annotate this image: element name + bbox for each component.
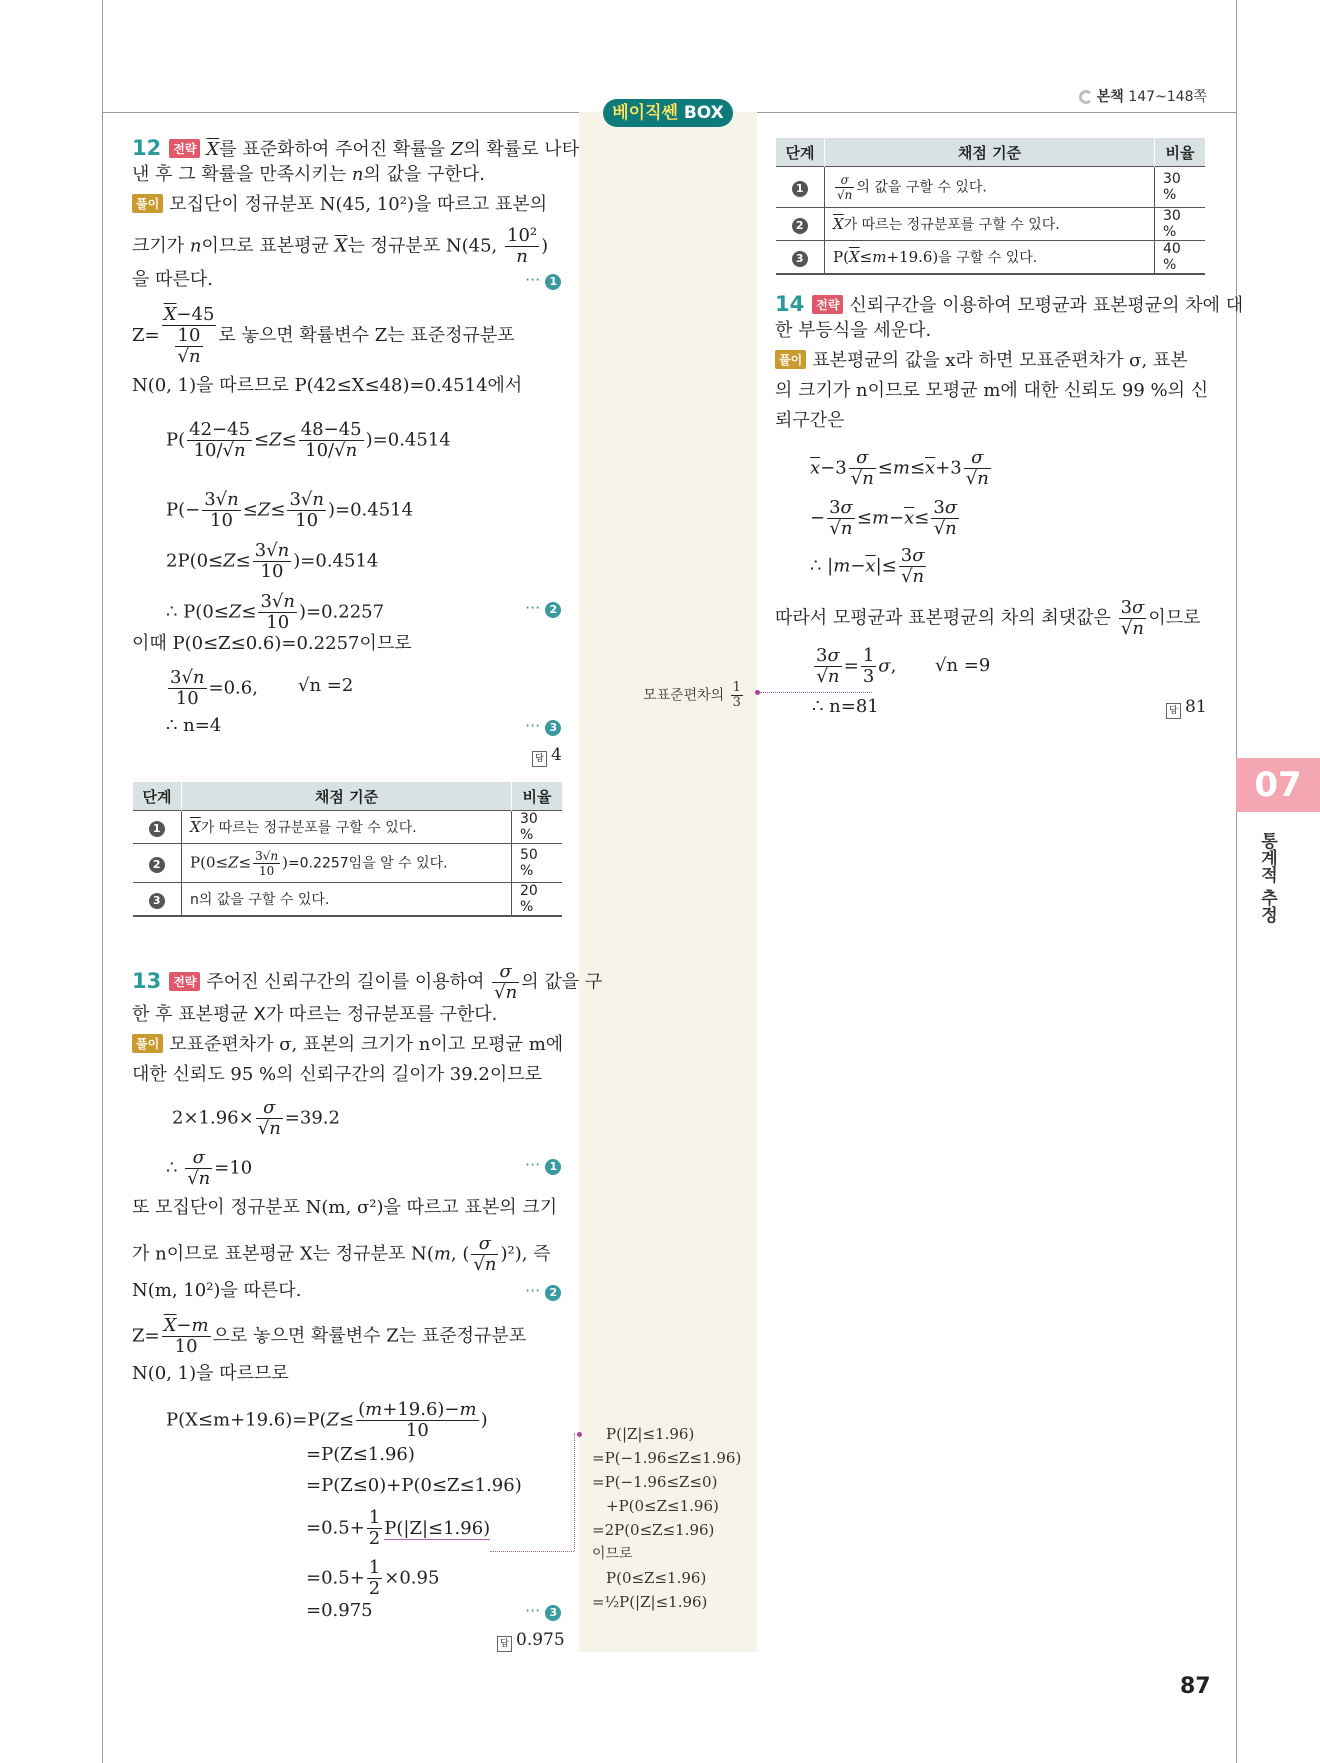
q13-note-connector: [574, 1433, 575, 1551]
basic-box-strip: [579, 112, 757, 1652]
q13-solution-l2: 대한 신뢰도 95 %의 신뢰구간의 길이가 39.2이므로: [132, 1064, 543, 1085]
q14-eq-1: $\overline{x}-3$ $\frac{\sigma}{√n}$ $\le m\le\overline{x}+3$ $\frac{\sigma}{√n}$: [810, 447, 989, 489]
q13-line-5: N(m, 10²)을 따른다.: [132, 1280, 302, 1301]
q12-mark-3: ··· 3: [525, 716, 561, 736]
q12-eq-p3: 2P(0≤Z≤ $\frac{3√n}{10}$ )=0.4514: [166, 540, 379, 582]
answer-icon: 답: [1166, 703, 1181, 719]
page-number: 87: [1180, 1674, 1211, 1699]
right-margin-line: [1236, 0, 1237, 1763]
q14-note-connector: [760, 692, 872, 693]
q14-eq-n81: ∴ n=81: [812, 696, 879, 717]
return-arrow-icon: [1079, 90, 1093, 104]
q12-mark-1: ··· 1: [525, 270, 561, 290]
q12-answer: 답 4: [532, 745, 562, 767]
q13-eq-f: =0.975: [306, 1600, 373, 1621]
q12-eq-n4: ∴ n=4: [166, 715, 222, 736]
chapter-title: 통계적 추정: [1257, 832, 1277, 923]
q12-eq-p2: P(− $\frac{3√n}{10}$ ≤Z≤ $\frac{3√n}{10}$ )=0.4514: [166, 489, 414, 531]
q12-line-then: 이때 P(0≤Z≤0.6)=0.2257이므로: [132, 633, 412, 654]
q12-solution-l1: 풀이 모집단이 정규분포 N(45, 10²)을 따르고 표본의: [132, 193, 547, 217]
q14-solution-l1: 풀이 표본평균의 값을 x라 하면 모표준편차가 σ, 표본: [775, 349, 1188, 373]
q13-line-4: 가 n이므로 표본평균 X는 정규분포 N(m, ( $\frac{\sigma}{√n}$ )²), 즉: [132, 1233, 551, 1275]
q12-eq-06: $\frac{3√n}{10}$ =0.6,: [170, 667, 258, 709]
table-row: 3 $P(\overline{X}\le m+19.6)$을 구할 수 있다. 40 %: [776, 241, 1206, 275]
q14-strategy-line2: 한 부등식을 세운다.: [775, 320, 932, 341]
q12-z-def: Z= $\frac{\overline{X}-45}{\frac{10}{√n}}$ 로 놓으면 확률변수 Z는 표준정규분포: [132, 304, 515, 367]
q12-eq-p4: ∴ P(0≤Z≤ $\frac{3√n}{10}$ )=0.2257: [166, 591, 385, 633]
q14-solution-l3: 뢰구간은: [775, 410, 845, 431]
table-row: 1 $\overline{X}$가 따르는 정규분포를 구할 수 있다. 30 %: [133, 811, 563, 844]
q12-eq-p1: P( $\frac{42-45}{10/√n}$ ≤Z≤ $\frac{48-45}{10/√n}$ )=0.4514: [166, 419, 451, 461]
q12-scoring-table: 단계 채점 기준 비율 1 $\overline{X}$가 따르는 정규분포를 구할 수 있다. 30 % 2 P(0≤Z≤ $\frac{3√n}{10}$ )=0.2257임을 알 수 있다. 50 % 3 n의 값을 구할 수 있다. 20 %: [132, 782, 562, 917]
q13-eq-d: =0.5+ $\frac{1}{2}$ P(|Z|≤1.96): [306, 1507, 491, 1549]
q13-eq-e: =0.5+ $\frac{1}{2}$ ×0.95: [306, 1557, 440, 1599]
q13-eq-b: =P(Z≤1.96): [306, 1444, 415, 1465]
q13-eq-a: P(X≤m+19.6)=P(Z≤ $\frac{(m+19.6)-m}{10}$ ): [166, 1399, 488, 1441]
q12-strategy-line2: 낸 후 그 확률을 만족시키는 n의 값을 구한다.: [132, 164, 485, 185]
q13-strategy: 13 전략 주어진 신뢰구간의 길이를 이용하여 $\frac{\sigma}{√n}$ 의 값을 구: [132, 961, 603, 1003]
q13-eq-2: ∴ $\frac{\sigma}{√n}$ =10: [166, 1147, 253, 1189]
q12-line-n01: N(0, 1)을 따르므로 P(42≤X≤48)=0.4514에서: [132, 375, 523, 396]
answer-icon: 답: [497, 1636, 512, 1652]
q13-mark-3: ··· 3: [525, 1601, 561, 1621]
box-note-13: P(|Z|≤1.96) =P(−1.96≤Z≤1.96) =P(−1.96≤Z≤0) +P(0≤Z≤1.96) =2P(0≤Z≤1.96) 이므로 P(0≤Z≤1.96) =½P(|Z|≤1.96): [592, 1425, 742, 1611]
q13-eq-c: =P(Z≤0)+P(0≤Z≤1.96): [306, 1475, 522, 1496]
q14-strategy: 14 전략 신뢰구간을 이용하여 모평균과 표본평균의 차에 대: [775, 292, 1244, 316]
q14-solution-l2: 의 크기가 n이므로 모평균 m에 대한 신뢰도 99 %의 신: [775, 380, 1209, 401]
q14-line-max: 따라서 모평균과 표본평균의 차의 최댓값은 $\frac{3\sigma}{√n}$ 이므로: [775, 597, 1201, 639]
q13-solution-l1: 풀이 모표준편차가 σ, 표본의 크기가 n이고 모평균 m에: [132, 1033, 563, 1057]
q13-mark-1: ··· 1: [525, 1155, 561, 1175]
box-note-14: 모표준편차의 $\frac{1}{3}$: [643, 680, 741, 710]
q13-answer: 답 0.975: [497, 1630, 565, 1652]
q14-eq-4: $\frac{3\sigma}{√n}$ = $\frac{1}{3}$ σ,: [816, 645, 897, 687]
q13-line-6: N(0, 1)을 따르므로: [132, 1363, 289, 1384]
table-row: 1 $\frac{\sigma}{√n}$ 의 값을 구할 수 있다. 30 %: [776, 167, 1206, 208]
left-margin-line: [102, 0, 103, 1763]
chapter-tab: 07: [1236, 758, 1320, 812]
basic-box-tag: 베이직쎈 BOX: [603, 99, 733, 127]
table-row: 2 $\overline{X}$가 따르는 정규분포를 구할 수 있다. 30 %: [776, 208, 1206, 241]
q13-scoring-table: 단계 채점 기준 비율 1 $\frac{\sigma}{√n}$ 의 값을 구할 수 있다. 30 % 2 $\overline{X}$가 따르는 정규분포를 구할 수 있다. 30 % 3 $P(\overline{X}\le m+19.6)$을 구할 수 있다. 40 %: [775, 138, 1205, 275]
q12-eq-sqrt: √n =2: [298, 675, 354, 696]
q13-note-connector-h: [490, 1551, 574, 1552]
q12-mark-2: ··· 2: [525, 598, 561, 618]
page-reference: 본책 147~148쪽: [1079, 86, 1207, 106]
q14-eq-2: − $\frac{3\sigma}{√n}$ $\le m-\overline{x}\le$ $\frac{3\sigma}{√n}$: [810, 497, 958, 539]
q12-solution-l3: 을 따른다.: [132, 269, 213, 290]
q12-solution-l2: 크기가 n이므로 표본평균 $\overline{X}$는 정규분포 N(45, $\frac{\text{10²}}{n}$ ): [132, 225, 549, 267]
q13-z-def: Z= $\frac{\overline{X}-m}{10}$ 으로 놓으면 확률변수 Z는 표준정규분포: [132, 1315, 527, 1357]
q13-note-dot: [577, 1432, 582, 1437]
q13-mark-2: ··· 2: [525, 1281, 561, 1301]
q14-eq-3: ∴ $|m-\overline{x}|\le$ $\frac{3\sigma}{√n}$: [810, 545, 925, 587]
table-row: 2 P(0≤Z≤ $\frac{3√n}{10}$ )=0.2257임을 알 수 있다. 50 %: [133, 844, 563, 883]
q14-answer: 답 81: [1166, 697, 1207, 719]
q12-strategy: 12 전략 $\overline{X}$를 표준화하여 주어진 확률을 Z의 확률로 나타: [132, 136, 580, 160]
answer-icon: 답: [532, 751, 547, 767]
q13-eq-1: 2×1.96× $\frac{\sigma}{√n}$ =39.2: [172, 1097, 340, 1139]
table-row: 3 n의 값을 구할 수 있다. 20 %: [133, 883, 563, 917]
q14-eq-sqrt9: √n =9: [935, 655, 991, 676]
q13-strategy-line2: 한 후 표본평균 X가 따르는 정규분포를 구한다.: [132, 1004, 498, 1025]
q13-line-3: 또 모집단이 정규분포 N(m, σ²)을 따르고 표본의 크기: [132, 1197, 558, 1218]
